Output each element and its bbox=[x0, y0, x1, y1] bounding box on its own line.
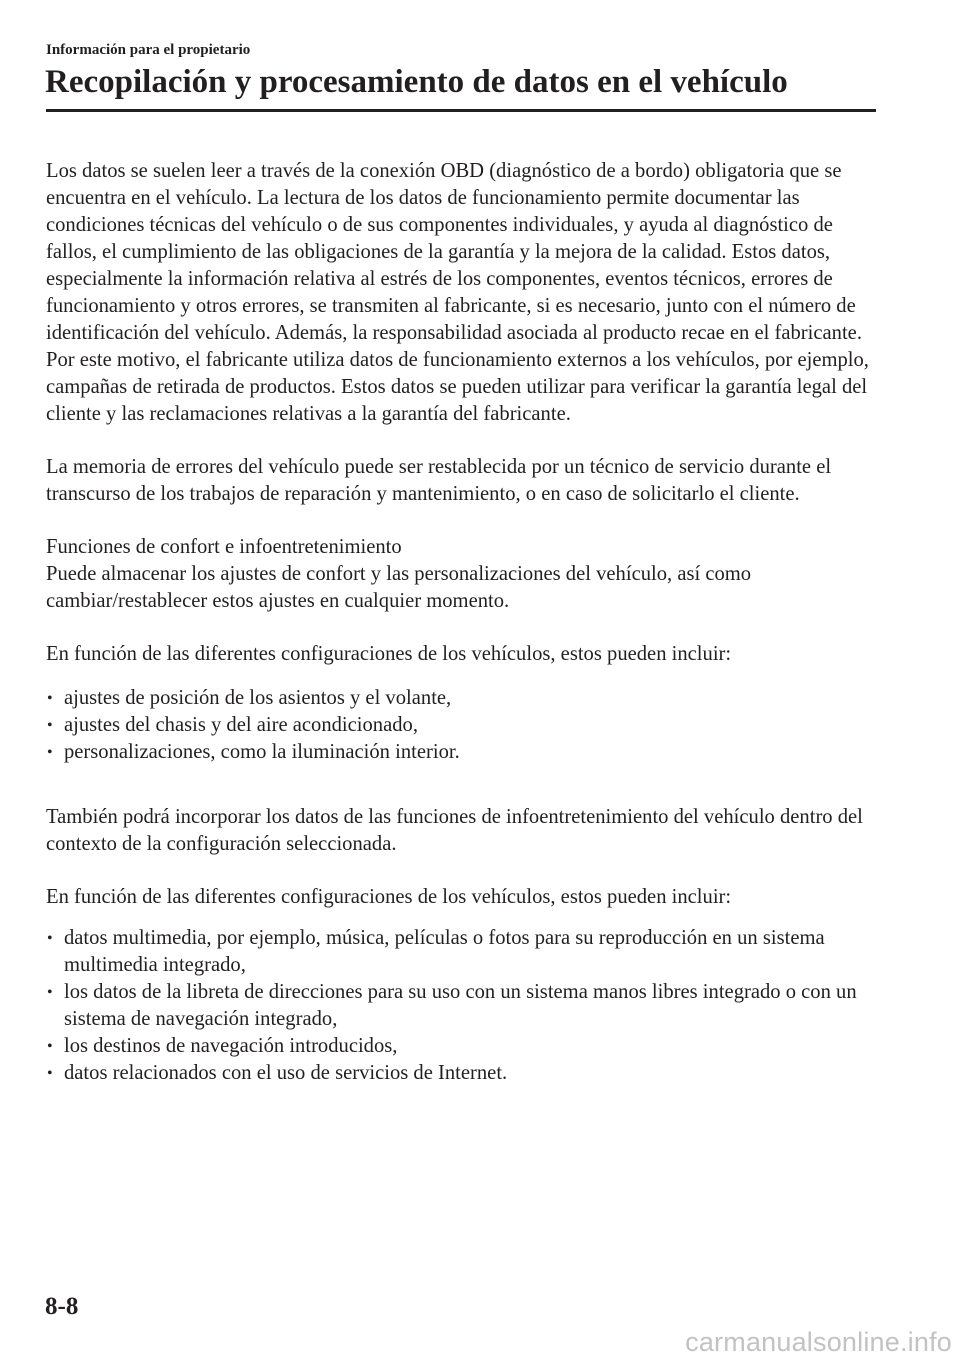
bullet-icon: • bbox=[47, 690, 53, 707]
paragraph-obd: Los datos se suelen leer a través de la conexión OBD (diagnóstico de a bordo) obligatoria que se encuentra en el vehículo. La lectura de los datos de funcionamiento permite documentar las condiciones técnicas del vehículo o de sus componentes individuales, y ayuda al diagnóstico de fallos, el cumplimiento de las obligaciones de la garantía y la mejora de la calidad. Estos datos, especialmente la información relativa al estrés de los componentes, eventos técnicos, errores de funcionamiento y otros errores, se transmiten al fabricante, si es necesario, junto con el número de identificación del vehículo. Además, la responsabilidad asociada al producto recae en el fabricante. Por este motivo, el fabricante utiliza datos de funcionamiento externos a los vehículos, por ejemplo, campañas de retirada de productos. Estos datos se pueden utilizar para verificar la garantía legal del cliente y las reclamaciones relativas a la garantía del fabricante. bbox=[46, 160, 869, 425]
page-number: 8-8 bbox=[45, 1293, 79, 1320]
bullet-icon: • bbox=[47, 717, 53, 734]
bullet-icon: • bbox=[47, 1038, 53, 1055]
paragraph-config-intro-2: En función de las diferentes configuraciones de los vehículos, estos pueden incluir: bbox=[46, 886, 732, 908]
page-content bbox=[46, 158, 876, 1115]
infotainment-list bbox=[46, 925, 876, 1087]
list-item bbox=[46, 1033, 876, 1060]
list-item bbox=[46, 712, 876, 739]
bullet-icon: • bbox=[47, 930, 53, 947]
list-item-text: personalizaciones, como la iluminación interior. bbox=[64, 741, 460, 763]
settings-list bbox=[46, 685, 876, 766]
watermark-logo: carmanualsonline.info bbox=[685, 1327, 952, 1357]
list-item bbox=[46, 1060, 876, 1087]
bullet-icon: • bbox=[47, 1065, 53, 1082]
bullet-icon: • bbox=[47, 744, 53, 761]
title-rule bbox=[46, 109, 876, 112]
paragraph-error-memory: La memoria de errores del vehículo puede ser restablecida por un técnico de servicio durante el transcurso de los trabajos de reparación y mantenimiento, o en caso de solicitarlo el cliente. bbox=[46, 456, 832, 505]
list-item-text: los destinos de navegación introducidos, bbox=[64, 1035, 398, 1057]
list-item bbox=[46, 979, 876, 1033]
paragraph-infotainment: También podrá incorporar los datos de las funciones de infoentretenimiento del vehículo dentro del contexto de la configuración seleccionada. bbox=[46, 806, 863, 855]
bullet-icon: • bbox=[47, 984, 53, 1001]
list-item-text: los datos de la libreta de direcciones para su uso con un sistema manos libres integrado o con un sistema de navegación integrado, bbox=[64, 981, 857, 1030]
paragraph-config-intro-1: En función de las diferentes configuraciones de los vehículos, estos pueden incluir: bbox=[46, 643, 732, 665]
section-label: Información para el propietario bbox=[46, 42, 251, 58]
list-item-text: datos relacionados con el uso de servicios de Internet. bbox=[64, 1062, 508, 1084]
list-item bbox=[46, 739, 876, 766]
list-item bbox=[46, 925, 876, 979]
paragraph-comfort-settings: Puede almacenar los ajustes de confort y las personalizaciones del vehículo, así como cambiar/restablecer estos ajustes en cualquier momento. bbox=[46, 563, 752, 612]
subheading-comfort: Funciones de confort e infoentretenimiento bbox=[46, 536, 402, 558]
list-item bbox=[46, 685, 876, 712]
list-item-text: ajustes del chasis y del aire acondicionado, bbox=[64, 714, 418, 736]
list-item-text: ajustes de posición de los asientos y el volante, bbox=[64, 687, 452, 709]
list-item-text: datos multimedia, por ejemplo, música, películas o fotos para su reproducción en un sistema multimedia integrado, bbox=[64, 927, 825, 976]
page-title: Recopilación y procesamiento de datos en el vehículo bbox=[45, 64, 788, 100]
